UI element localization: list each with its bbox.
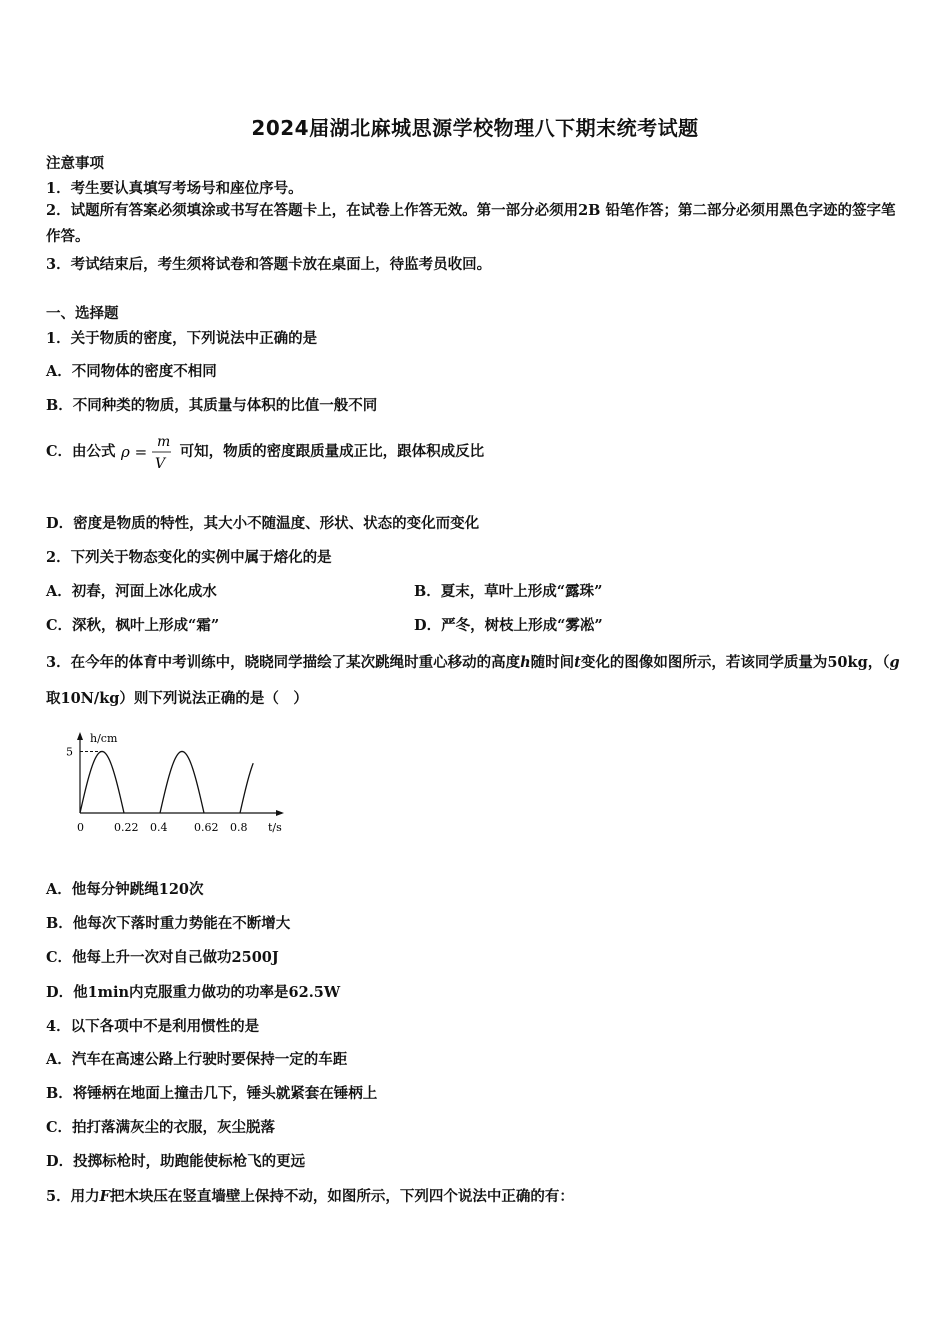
jump-arch-2 — [160, 751, 204, 813]
section-heading: 一、选择题 — [46, 305, 119, 322]
q1-option-d: D．密度是物质的特性，其大小不随温度、形状、状态的变化而变化 — [46, 515, 480, 532]
notice-item-3: 3．考试结束后，考生须将试卷和答题卡放在桌面上，待监考员收回。 — [46, 256, 492, 273]
height-time-graph — [56, 728, 296, 840]
y-axis-arrow — [77, 732, 83, 740]
q1-option-c — [46, 432, 484, 472]
q4-option-a: A．汽车在高速公路上行驶时要保持一定的车距 — [46, 1051, 348, 1068]
q5-stem-part1: 5．用力 — [46, 1188, 100, 1205]
q1-stem: 1．关于物质的密度，下列说法中正确的是 — [46, 330, 318, 347]
q2-option-d: D．严冬，树枝上形成“雾凇” — [414, 617, 603, 634]
q3-stem-part2: 随时间 — [530, 654, 575, 671]
x-tick-label: 0.22 — [114, 821, 139, 834]
q4-option-d: D．投掷标枪时，助跑能使标枪飞的更远 — [46, 1153, 306, 1170]
x-axis-arrow — [276, 810, 284, 816]
q4-stem: 4．以下各项中不是利用惯性的是 — [46, 1018, 260, 1035]
q3-option-a: A．他每分钟跳绳120次 — [46, 881, 204, 898]
q5-stem-part2: 把木块压在竖直墙壁上保持不动，如图所示，下列四个说法中正确的有： — [109, 1188, 574, 1205]
notice-heading: 注意事项 — [46, 155, 104, 172]
x-tick-label: 0 — [77, 821, 84, 834]
q5-var-f: F — [99, 1188, 110, 1205]
q3-stem-part3: 变化的图像如图所示，若该同学质量为50kg，（ — [580, 654, 890, 671]
q2-stem: 2．下列关于物态变化的实例中属于熔化的是 — [46, 549, 332, 566]
chart-labels — [66, 732, 282, 834]
q2-option-a: A．初春，河面上冰化成水 — [46, 583, 217, 600]
q3-option-b: B．他每次下落时重力势能在不断增大 — [46, 915, 291, 932]
x-tick-label: 0.62 — [194, 821, 219, 834]
formula-denominator: V — [154, 456, 165, 472]
jump-arch-1 — [80, 751, 124, 813]
formula-numerator: m — [156, 434, 170, 450]
y-axis-label: h/cm — [90, 732, 118, 745]
jump-arch-3 — [240, 763, 253, 813]
q3-var-h: h — [520, 654, 531, 671]
q1-option-b: B．不同种类的物质，其质量与体积的比值一般不同 — [46, 397, 378, 414]
q3-var-g: g — [889, 654, 900, 671]
q2-option-c: C．深秋，枫叶上形成“霜” — [46, 617, 220, 634]
q3-var-t: t — [574, 654, 581, 671]
q3-option-c: C．他每上升一次对自己做功2500J — [46, 949, 279, 966]
x-axis-label: t/s — [268, 821, 282, 834]
q3-stem-part1: 3．在今年的体育中考训练中，晓晓同学描绘了某次跳绳时重心移动的高度 — [46, 654, 521, 671]
exam-title: 2024届湖北麻城思源学校物理八下期末统考试题 — [251, 116, 699, 140]
chart-curves — [80, 751, 253, 813]
notice-item-2: 2．试题所有答案必须填涂或书写在答题卡上，在试卷上作答无效。第一部分必须用2B 铅笔作答；第二部分必须用黑色字迹的签字笔作答。 — [46, 202, 896, 245]
x-tick-label: 0.4 — [150, 821, 168, 834]
q2-option-b: B．夏末，草叶上形成“露珠” — [414, 583, 603, 600]
x-tick-label: 0.8 — [230, 821, 248, 834]
q3-option-d: D．他1min内克服重力做功的功率是62.5W — [46, 984, 341, 1001]
q5-stem — [46, 1185, 574, 1206]
y-tick-label: 5 — [66, 745, 73, 759]
notice-item-1: 1．考生要认真填写考场号和座位序号。 — [46, 180, 303, 197]
q4-option-b: B．将锤柄在地面上撞击几下，锤头就紧套在锤柄上 — [46, 1085, 378, 1102]
q3-stem-part4: 取10N/kg）则下列说法正确的是（ ） — [46, 690, 308, 707]
q1-option-a: A．不同物体的密度不相同 — [46, 363, 217, 380]
density-formula — [121, 432, 175, 472]
q1-option-c-prefix: C．由公式 — [46, 443, 116, 460]
formula-lhs: ρ = — [120, 443, 147, 461]
q4-option-c: C．拍打落满灰尘的衣服，灰尘脱落 — [46, 1119, 276, 1136]
q3-stem — [46, 645, 906, 717]
q1-option-c-suffix: 可知，物质的密度跟质量成正比，跟体积成反比 — [179, 443, 485, 460]
